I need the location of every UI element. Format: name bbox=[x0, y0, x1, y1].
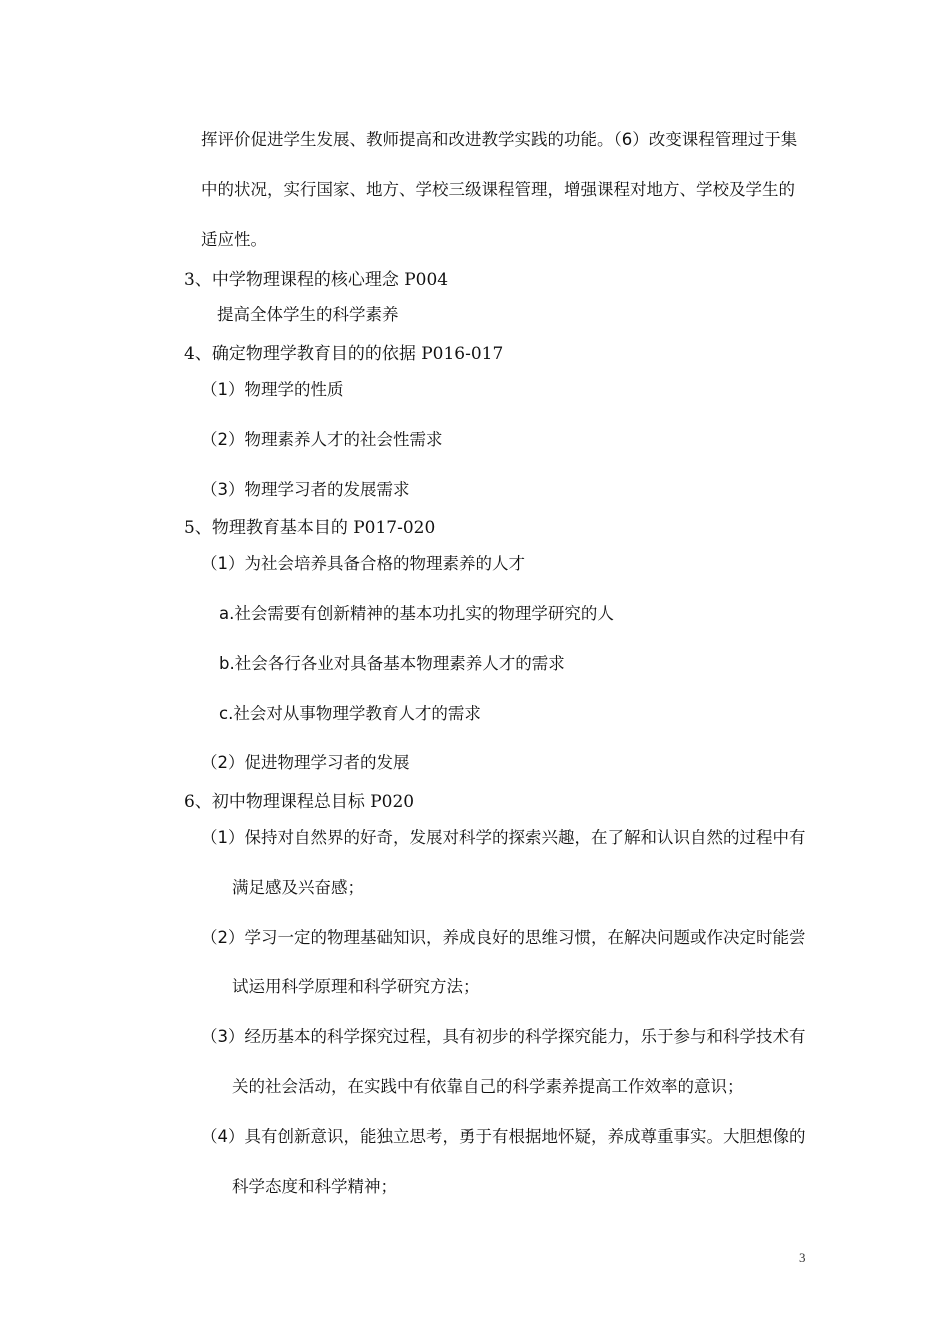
sub-list-item: b.社会各行各业对具备基本物理素养人才的需求 bbox=[219, 654, 565, 673]
list-item: （3）物理学习者的发展需求 bbox=[201, 480, 410, 499]
list-item: （3）经历基本的科学探究过程，具有初步的科学探究能力，乐于参与和科学技术有 bbox=[201, 1027, 806, 1046]
section-heading-4: 4、确定物理学教育目的的依据 P016-017 bbox=[184, 344, 504, 364]
sub-list-item: c.社会对从事物理学教育人才的需求 bbox=[219, 704, 481, 723]
list-item: （1）物理学的性质 bbox=[201, 380, 344, 399]
list-item: （1）为社会培养具备合格的物理素养的人才 bbox=[201, 554, 525, 573]
list-item: （2）促进物理学习者的发展 bbox=[201, 753, 410, 772]
list-item: （2）学习一定的物理基础知识，养成良好的思维习惯，在解决问题或作决定时能尝 bbox=[201, 928, 806, 947]
section-heading-3: 3、中学物理课程的核心理念 P004 bbox=[184, 270, 449, 290]
section-heading-6: 6、初中物理课程总目标 P020 bbox=[184, 792, 415, 812]
list-item-continuation: 试运用科学原理和科学研究方法； bbox=[232, 977, 480, 996]
section-heading-5: 5、物理教育基本目的 P017-020 bbox=[184, 518, 436, 538]
list-item: （2）物理素养人才的社会性需求 bbox=[201, 430, 443, 449]
list-item-continuation: 满足感及兴奋感； bbox=[232, 878, 364, 897]
list-item: （4）具有创新意识，能独立思考，勇于有根据地怀疑，养成尊重事实。大胆想像的 bbox=[201, 1127, 806, 1146]
list-item-continuation: 科学态度和科学精神； bbox=[232, 1177, 397, 1196]
sub-list-item: a.社会需要有创新精神的基本功扎实的物理学研究的人 bbox=[219, 604, 614, 623]
body-text-line: 提高全体学生的科学素养 bbox=[217, 305, 399, 324]
list-item-continuation: 关的社会活动，在实践中有依靠自己的科学素养提高工作效率的意识； bbox=[232, 1077, 744, 1096]
body-text-line: 适应性。 bbox=[201, 230, 267, 249]
page-number: 3 bbox=[799, 1250, 806, 1265]
body-text-line: 挥评价促进学生发展、教师提高和改进教学实践的功能。（6）改变课程管理过于集 bbox=[201, 130, 798, 149]
body-text-line: 中的状况，实行国家、地方、学校三级课程管理，增强课程对地方、学校及学生的 bbox=[201, 180, 795, 199]
list-item: （1）保持对自然界的好奇，发展对科学的探索兴趣，在了解和认识自然的过程中有 bbox=[201, 828, 806, 847]
